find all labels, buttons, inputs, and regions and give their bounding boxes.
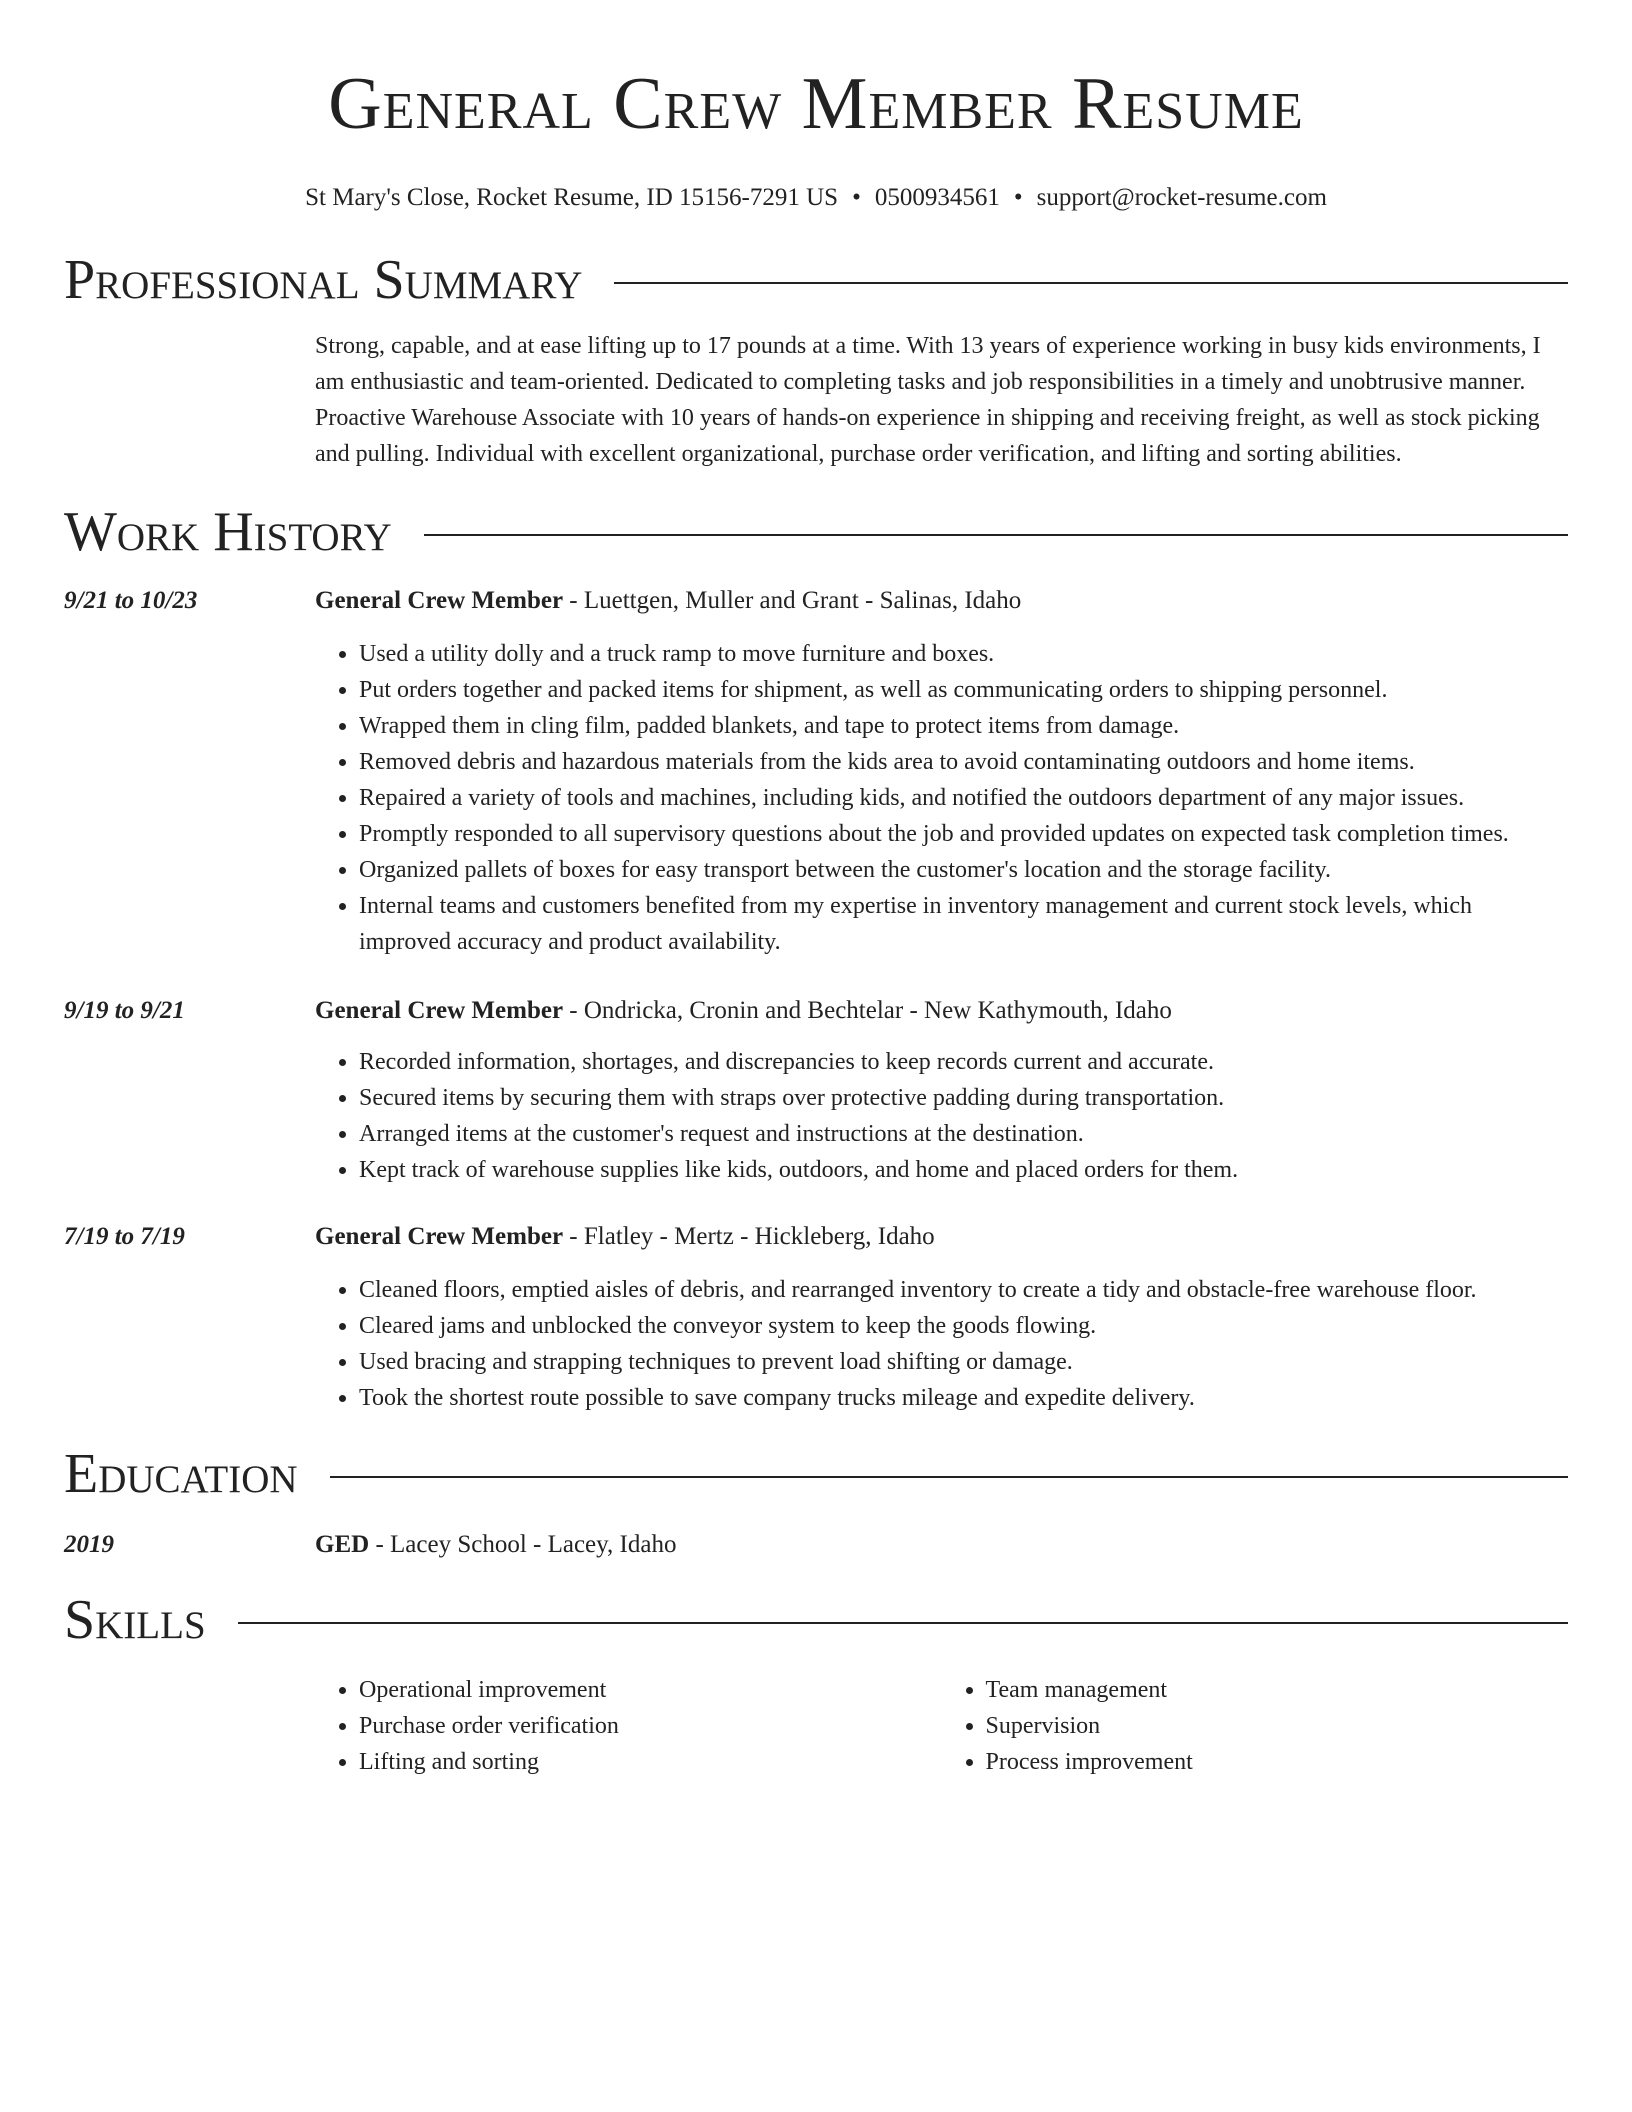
job-entry <box>64 1220 1568 1416</box>
list-item: • Cleaned floors, emptied aisles of debris, and rearranged inventory to create a tidy and obstacle-free warehouse floor. <box>359 1272 1568 1308</box>
job-bullets <box>315 1272 1568 1416</box>
job-body <box>315 1220 1568 1416</box>
resume-title: General Crew Member Resume <box>328 63 1304 145</box>
job-body <box>315 584 1568 960</box>
skill-item: • Supervision <box>986 1708 1569 1744</box>
job-body <box>315 994 1568 1188</box>
list-item: • Cleared jams and unblocked the conveyor system to keep the goods flowing. <box>359 1308 1568 1344</box>
resume-page <box>64 0 1568 1780</box>
contact-email: support@rocket-resume.com <box>1036 184 1327 211</box>
education-heading: Education <box>64 1443 298 1505</box>
job-dates: 9/21 to 10/23 <box>64 587 198 614</box>
list-item: • Kept track of warehouse supplies like kids, outdoors, and home and placed orders for them. <box>359 1152 1568 1188</box>
work-heading: Work History <box>64 501 392 563</box>
job-title: General Crew Member <box>315 997 564 1024</box>
education-school: - Lacey School - Lacey, Idaho <box>369 1531 677 1558</box>
list-item: • Used bracing and strapping techniques to prevent load shifting or damage. <box>359 1344 1568 1380</box>
education-section-header <box>64 1442 1568 1506</box>
skills-heading: Skills <box>64 1589 206 1651</box>
job-title-line <box>315 994 1568 1028</box>
skills-column-2 <box>942 1672 1569 1780</box>
job-entry <box>64 994 1568 1188</box>
skill-item: • Operational improvement <box>359 1672 942 1708</box>
summary-text: Strong, capable, and at ease lifting up to 17 pounds at a time. With 13 years of experience working in busy kids environments, I am enthusiastic and team-oriented. Dedicated to completing tasks and job responsibilities in a timely and unobtrusive manner. Proactive Warehouse Associate with 10 years of hands-on experience in shipping and receiving freight, as well as stock picking and pulling. Individual with excellent organizational, purchase order verification, and lifting and sorting abilities. <box>315 333 1541 467</box>
list-item: • Secured items by securing them with straps over protective padding during transportation. <box>359 1080 1568 1116</box>
contact-address: St Mary's Close, Rocket Resume, ID 15156-7291 US <box>305 184 839 211</box>
summary-row <box>64 328 1568 472</box>
contact-phone: 0500934561 <box>874 184 1000 211</box>
summary-heading: Professional Summary <box>64 249 583 311</box>
education-line <box>315 1528 1568 1562</box>
job-title: General Crew Member <box>315 1223 564 1250</box>
skill-item: • Purchase order verification <box>359 1708 942 1744</box>
skills-grid <box>315 1672 1568 1780</box>
job-title-line <box>315 1220 1568 1254</box>
work-section-header <box>64 500 1568 564</box>
job-bullets <box>315 636 1568 960</box>
job-dates: 7/19 to 7/19 <box>64 1223 185 1250</box>
job-title-line <box>315 584 1568 618</box>
education-degree: GED <box>315 1531 370 1558</box>
list-item: • Took the shortest route possible to save company trucks mileage and expedite delivery. <box>359 1380 1568 1416</box>
list-item: • Recorded information, shortages, and discrepancies to keep records current and accurate. <box>359 1044 1568 1080</box>
job-employer: - Ondricka, Cronin and Bechtelar - New Kathymouth, Idaho <box>563 997 1172 1024</box>
list-item: • Used a utility dolly and a truck ramp to move furniture and boxes. <box>359 636 1568 672</box>
contact-line <box>64 182 1568 214</box>
job-employer: - Flatley - Mertz - Hickleberg, Idaho <box>563 1223 935 1250</box>
skills-row <box>64 1672 1568 1780</box>
list-item: • Promptly responded to all supervisory questions about the job and provided updates on expected task completion times. <box>359 816 1568 852</box>
job-dates: 9/19 to 9/21 <box>64 997 185 1024</box>
skills-left-spacer <box>64 1672 315 1780</box>
section-divider <box>238 1622 1568 1624</box>
education-year: 2019 <box>64 1531 114 1558</box>
skill-item: • Lifting and sorting <box>359 1744 942 1780</box>
summary-left-spacer <box>64 328 315 472</box>
section-divider <box>614 282 1568 284</box>
skills-section-header <box>64 1588 1568 1652</box>
list-item: • Repaired a variety of tools and machines, including kids, and notified the outdoors department of any major issues. <box>359 780 1568 816</box>
contact-separator: • <box>852 184 861 211</box>
contact-separator: • <box>1013 184 1023 211</box>
list-item: • Put orders together and packed items for shipment, as well as communicating orders to shipping personnel. <box>359 672 1568 708</box>
job-entry <box>64 584 1568 960</box>
skill-item: • Process improvement <box>986 1744 1569 1780</box>
section-divider <box>330 1476 1568 1478</box>
section-divider <box>424 534 1568 536</box>
education-entry <box>64 1528 1568 1562</box>
job-bullets <box>315 1044 1568 1188</box>
list-item: • Internal teams and customers benefited from my expertise in inventory management and current stock levels, which improved accuracy and product availability. <box>359 888 1568 960</box>
list-item: • Wrapped them in cling film, padded blankets, and tape to protect items from damage. <box>359 708 1568 744</box>
job-title: General Crew Member <box>315 587 564 614</box>
skill-item: • Team management <box>986 1672 1569 1708</box>
list-item: • Arranged items at the customer's request and instructions at the destination. <box>359 1116 1568 1152</box>
summary-section-header <box>64 248 1568 312</box>
skills-column-1 <box>315 1672 942 1780</box>
list-item: • Removed debris and hazardous materials from the kids area to avoid contaminating outdoors and home items. <box>359 744 1568 780</box>
list-item: • Organized pallets of boxes for easy transport between the customer's location and the storage facility. <box>359 852 1568 888</box>
job-employer: - Luettgen, Muller and Grant - Salinas, Idaho <box>563 587 1022 614</box>
